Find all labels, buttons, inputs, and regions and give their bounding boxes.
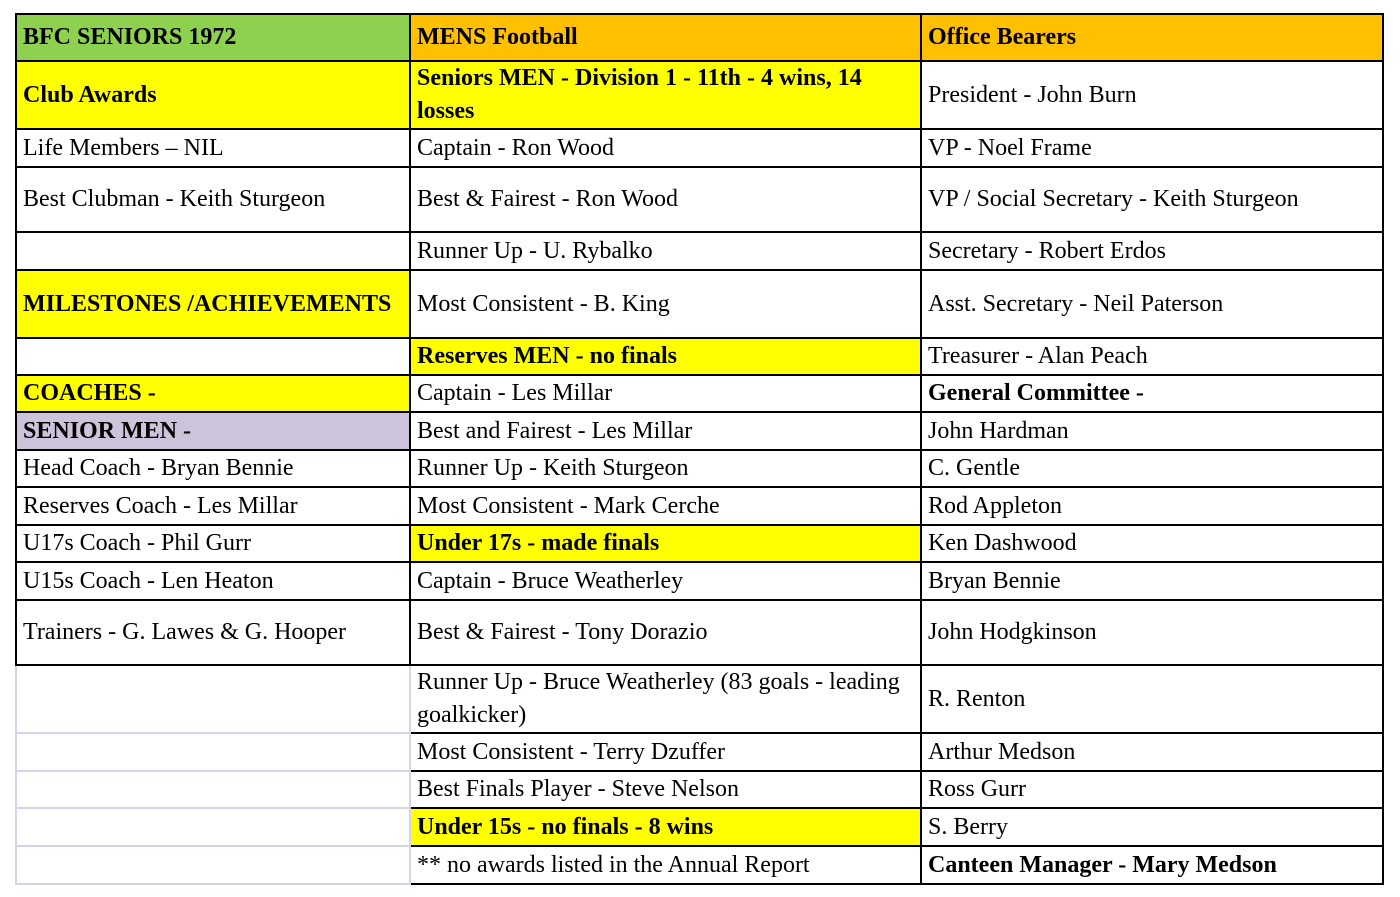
- empty-cell[interactable]: [16, 733, 410, 771]
- empty-cell[interactable]: [16, 808, 410, 846]
- section-heading-cell[interactable]: Club Awards: [16, 61, 410, 129]
- empty-cell[interactable]: [16, 338, 410, 375]
- table-cell[interactable]: Asst. Secretary - Neil Paterson: [921, 270, 1383, 338]
- table-cell[interactable]: Runner Up - Keith Sturgeon: [410, 450, 921, 487]
- table-row: [16, 167, 1383, 232]
- table-cell[interactable]: Captain - Les Millar: [410, 375, 921, 412]
- table-cell[interactable]: Treasurer - Alan Peach: [921, 338, 1383, 375]
- table-cell[interactable]: Secretary - Robert Erdos: [921, 232, 1383, 270]
- section-heading-cell[interactable]: General Committee -: [921, 375, 1383, 412]
- table-cell[interactable]: Best and Fairest - Les Millar: [410, 412, 921, 450]
- table-cell[interactable]: John Hodgkinson: [921, 600, 1383, 665]
- empty-cell[interactable]: [16, 665, 410, 733]
- table-cell[interactable]: President - John Burn: [921, 61, 1383, 129]
- empty-cell[interactable]: [16, 771, 410, 808]
- table-cell[interactable]: Captain - Bruce Weatherley: [410, 562, 921, 600]
- section-heading-cell[interactable]: MILESTONES /ACHIEVEMENTS: [16, 270, 410, 338]
- table-cell[interactable]: R. Renton: [921, 665, 1383, 733]
- awards-table: [15, 13, 1384, 885]
- table-cell[interactable]: Head Coach - Bryan Bennie: [16, 450, 410, 487]
- table-row: [16, 733, 1383, 771]
- table-cell[interactable]: U17s Coach - Phil Gurr: [16, 525, 410, 562]
- section-heading-cell[interactable]: Under 15s - no finals - 8 wins: [410, 808, 921, 846]
- table-cell[interactable]: Most Consistent - B. King: [410, 270, 921, 338]
- table-cell[interactable]: Bryan Bennie: [921, 562, 1383, 600]
- table-cell[interactable]: S. Berry: [921, 808, 1383, 846]
- header-office-bearers-cell[interactable]: Office Bearers: [921, 14, 1383, 61]
- table-cell[interactable]: Best Clubman - Keith Sturgeon: [16, 167, 410, 232]
- table-cell[interactable]: Arthur Medson: [921, 733, 1383, 771]
- table-row: [16, 771, 1383, 808]
- table-cell[interactable]: Ken Dashwood: [921, 525, 1383, 562]
- table-row: [16, 338, 1383, 375]
- table-row: [16, 61, 1383, 129]
- table-cell[interactable]: Trainers - G. Lawes & G. Hooper: [16, 600, 410, 665]
- table-row: [16, 375, 1383, 412]
- section-heading-cell[interactable]: COACHES -: [16, 375, 410, 412]
- table-cell[interactable]: Most Consistent - Terry Dzuffer: [410, 733, 921, 771]
- table-cell[interactable]: U15s Coach - Len Heaton: [16, 562, 410, 600]
- table-cell[interactable]: Life Members – NIL: [16, 129, 410, 167]
- section-heading-cell[interactable]: Under 17s - made finals: [410, 525, 921, 562]
- empty-cell[interactable]: [16, 846, 410, 884]
- section-heading-cell[interactable]: Reserves MEN - no finals: [410, 338, 921, 375]
- table-row: [16, 450, 1383, 487]
- table-row: [16, 129, 1383, 167]
- table-row: [16, 270, 1383, 338]
- table-cell[interactable]: Ross Gurr: [921, 771, 1383, 808]
- section-heading-cell[interactable]: Canteen Manager - Mary Medson: [921, 846, 1383, 884]
- table-cell[interactable]: Runner Up - U. Rybalko: [410, 232, 921, 270]
- table-row: [16, 808, 1383, 846]
- table-row: [16, 232, 1383, 270]
- table-cell[interactable]: C. Gentle: [921, 450, 1383, 487]
- table-cell[interactable]: Rod Appleton: [921, 487, 1383, 525]
- table-cell[interactable]: Best & Fairest - Ron Wood: [410, 167, 921, 232]
- table-cell[interactable]: Captain - Ron Wood: [410, 129, 921, 167]
- table-cell[interactable]: Most Consistent - Mark Cerche: [410, 487, 921, 525]
- table-row: [16, 665, 1383, 733]
- section-heading-cell[interactable]: SENIOR MEN -: [16, 412, 410, 450]
- table-cell[interactable]: VP / Social Secretary - Keith Sturgeon: [921, 167, 1383, 232]
- table-row: [16, 846, 1383, 884]
- header-title-cell[interactable]: BFC SENIORS 1972: [16, 14, 410, 61]
- table-row: [16, 600, 1383, 665]
- table-cell[interactable]: Reserves Coach - Les Millar: [16, 487, 410, 525]
- table-cell[interactable]: Best & Fairest - Tony Dorazio: [410, 600, 921, 665]
- table-row: [16, 412, 1383, 450]
- table-row: [16, 487, 1383, 525]
- table-cell[interactable]: John Hardman: [921, 412, 1383, 450]
- header-mens-football-cell[interactable]: MENS Football: [410, 14, 921, 61]
- table-cell[interactable]: VP - Noel Frame: [921, 129, 1383, 167]
- table-cell[interactable]: Runner Up - Bruce Weatherley (83 goals - leading goalkicker): [410, 665, 921, 733]
- table-cell[interactable]: Best Finals Player - Steve Nelson: [410, 771, 921, 808]
- header-row: [16, 14, 1383, 61]
- empty-cell[interactable]: [16, 232, 410, 270]
- section-heading-cell[interactable]: Seniors MEN - Division 1 - 11th - 4 wins, 14 losses: [410, 61, 921, 129]
- table-row: [16, 562, 1383, 600]
- table-row: [16, 525, 1383, 562]
- table-cell[interactable]: ** no awards listed in the Annual Report: [410, 846, 921, 884]
